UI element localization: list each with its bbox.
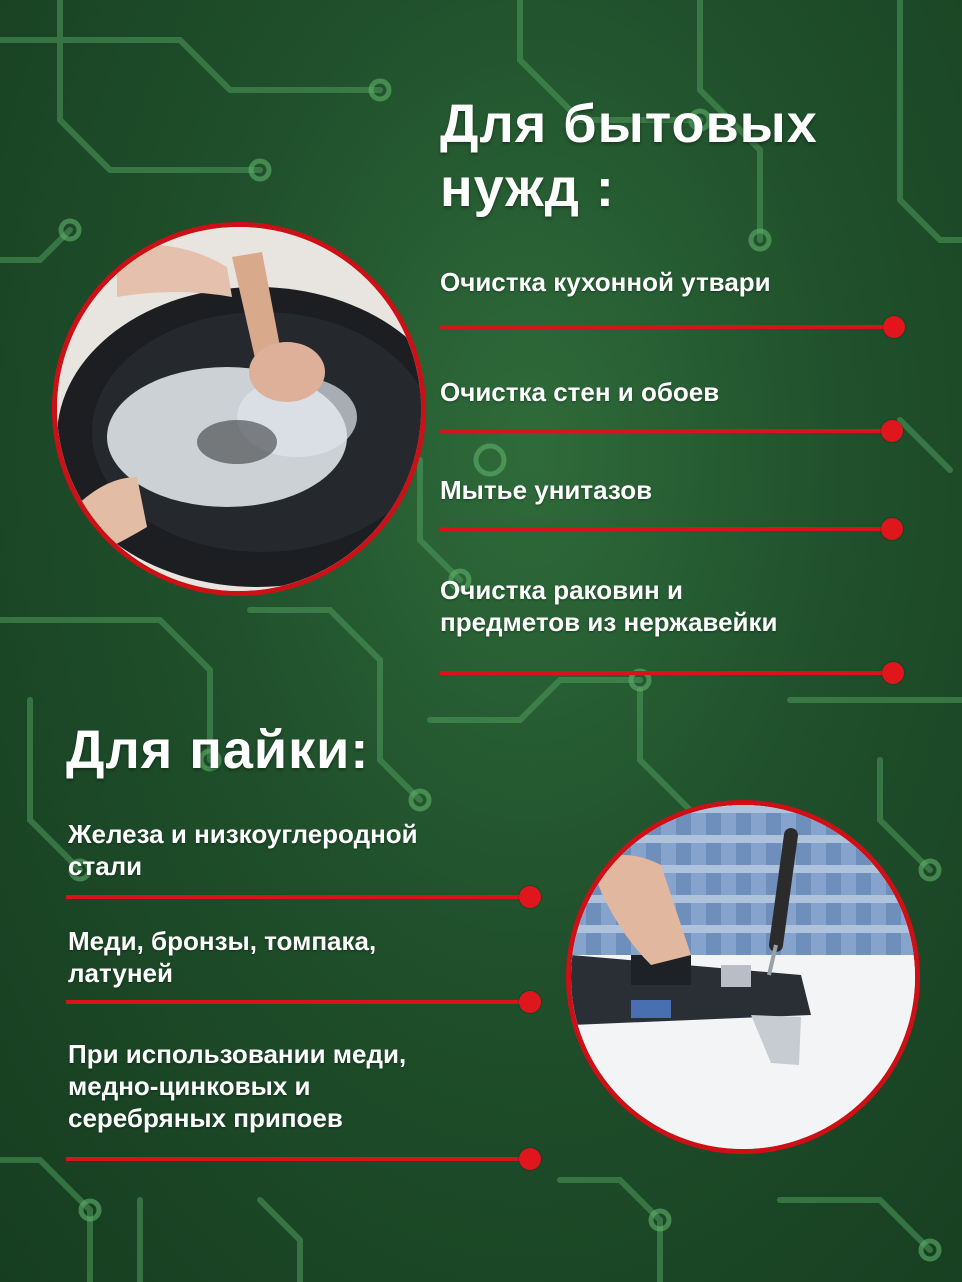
household-rule-4 [440,671,892,675]
soldering-item-iron-steel: Железа и низкоуглеродной стали [68,819,418,881]
household-item-sinks: Очистка раковин и предметов из нержавейки [440,575,778,637]
household-heading: Для бытовых нужд : [440,94,818,218]
household-bullet-4 [882,662,904,684]
household-rule-1 [440,325,892,329]
soldering-item-copper-bronze: Меди, бронзы, томпака, латуней [68,926,377,988]
soldering-photo [566,800,920,1154]
pan-illustration [57,227,421,591]
household-rule-3 [440,527,892,531]
soldering-rule-1 [66,895,532,899]
soldering-rule-2 [66,1000,532,1004]
soldering-bullet-2 [519,991,541,1013]
household-bullet-3 [881,518,903,540]
household-item-cookware: Очистка кухонной утвари [440,267,771,297]
soldering-bullet-3 [519,1148,541,1170]
soldering-item-solders: При использовании меди, медно-цинковых и серебряных припоев [68,1039,407,1133]
soldering-heading: Для пайки: [66,720,370,780]
pan-cleaning-photo [52,222,426,596]
household-bullet-1 [883,316,905,338]
household-item-walls: Очистка стен и обоев [440,377,720,407]
household-rule-2 [440,429,892,433]
soldering-bullet-1 [519,886,541,908]
soldering-illustration [571,805,915,1149]
household-bullet-2 [881,420,903,442]
soldering-rule-3 [66,1157,532,1161]
household-item-toilets: Мытье унитазов [440,475,653,505]
